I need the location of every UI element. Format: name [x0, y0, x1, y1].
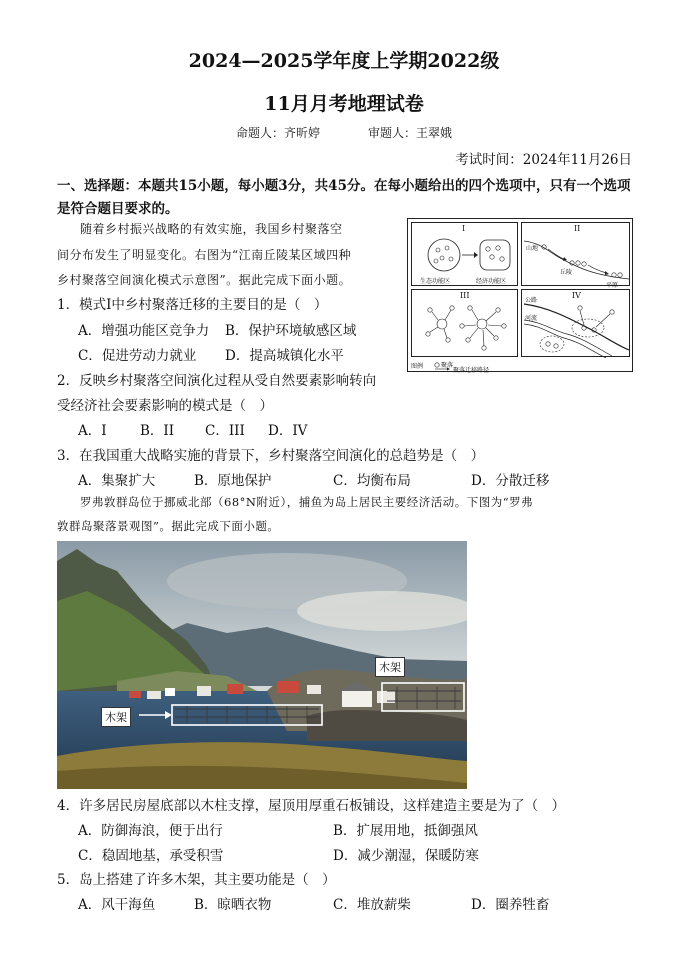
panel-label-4: IV — [572, 291, 581, 300]
q4-option-b: B．扩展用地，抵御强风 — [333, 823, 478, 839]
q5-option-d: D．圈养牲畜 — [471, 897, 550, 913]
panel-2 — [521, 222, 630, 289]
legend-title: 图例 — [411, 363, 424, 370]
panel-4-diagram — [522, 290, 631, 358]
q1-stem: 1．模式Ⅰ中乡村聚落迁移的主要目的是（ ） — [57, 297, 328, 313]
q4-option-a: A．防御海浪，便于出行 — [78, 823, 223, 839]
q1-option-d: D．提高城镇化水平 — [225, 348, 344, 364]
panel-label-2: II — [574, 224, 581, 233]
q4-option-c: C．稳固地基，承受积雪 — [78, 848, 224, 864]
legend-path: 聚落迁移路径 — [453, 367, 490, 374]
panel-3-diagram — [412, 290, 519, 358]
intro1-line2: 间分布发生了明显变化。右图为“江南丘陵某区域四种 — [57, 248, 352, 262]
q1-option-c: C．促进劳动力就业 — [78, 348, 197, 364]
p1-label-econ: 经济功能区 — [476, 278, 507, 285]
exam-time: 考试时间：2024年11月26日 — [455, 152, 632, 168]
legend-settlement: 聚落 — [441, 362, 454, 369]
panel-label-1: I — [462, 224, 466, 233]
q5-option-c: C．堆放薪柴 — [333, 897, 411, 913]
q3-option-d: D．分散迁移 — [471, 473, 550, 489]
reviewer: 审题人：王翠娥 — [368, 126, 453, 140]
q2-stem-line1: 2．反映乡村聚落空间演化过程从受自然要素影响转向 — [57, 373, 377, 389]
intro1-line1: 随着乡村振兴战略的有效实施，我国乡村聚落空 — [80, 222, 343, 236]
q5-option-a: A．风干海鱼 — [78, 897, 156, 913]
settlement-evolution-figure — [407, 218, 633, 372]
panel-1 — [411, 222, 518, 286]
q4-stem: 4．许多居民房屋底部以木柱支撑，屋顶用厚重石板铺设，这样建造主要是为了（ ） — [57, 798, 566, 814]
p2-label-hill: 丘陵 — [560, 269, 573, 276]
q2-option-d: D．IV — [268, 423, 308, 439]
q2-stem-line2: 受经济社会要素影响的模式是（ ） — [57, 398, 273, 414]
p4-label-river: 河流 — [525, 315, 538, 322]
q3-stem: 3．在我国重大战略实施的背景下，乡村聚落空间演化的总趋势是（ ） — [57, 448, 485, 464]
setter: 命题人：齐昕婷 — [235, 126, 320, 140]
authors — [0, 124, 688, 141]
p2-label-plain: 平原 — [606, 282, 619, 289]
q2-option-b: B．II — [140, 423, 175, 439]
q3-option-c: C．均衡布局 — [333, 473, 411, 489]
q3-option-a: A．集聚扩大 — [78, 473, 156, 489]
q2-option-c: C．III — [205, 423, 245, 439]
panel-3 — [411, 289, 518, 357]
intro2-line1: 罗弗敦群岛位于挪威北部（68°N附近），捕鱼为岛上居民主要经济活动。下图为“罗弗 — [80, 495, 534, 509]
panel-4 — [521, 289, 630, 357]
p4-label-road: 公路 — [525, 297, 538, 304]
intro1-line3: 乡村聚落空间演化模式示意图”。据此完成下面小题。 — [57, 273, 352, 287]
panel-label-3: III — [460, 291, 470, 300]
title-line2: 11月月考地理试卷 — [264, 93, 424, 115]
p1-label-eco: 生态功能区 — [420, 278, 451, 285]
photo-illustration — [57, 541, 467, 789]
photo-label-rack-left: 木架 — [101, 707, 131, 727]
photo-label-rack-right: 木架 — [375, 657, 405, 677]
lofoten-settlement-photo — [57, 541, 467, 789]
q5-option-b: B．晾晒衣物 — [194, 897, 272, 913]
q1-option-a: A．增强功能区竞争力 — [78, 323, 210, 339]
q4-option-d: D．减少潮湿，保暖防寒 — [333, 848, 479, 864]
q3-option-b: B．原地保护 — [194, 473, 272, 489]
intro2-line2: 敦群岛聚落景观图”。据此完成下面小题。 — [57, 519, 280, 533]
q2-option-a: A．I — [78, 423, 107, 439]
section-heading: 一、选择题：本题共15小题，每小题3分，共45分。在每小题给出的四个选项中，只有一个选项是符合题目要求的。 — [57, 178, 631, 217]
figure-legend — [411, 360, 630, 374]
panel-2-diagram — [522, 223, 631, 287]
title-line1: 2024—2025学年度上学期2022级 — [188, 50, 500, 72]
q1-option-b: B．保护环境敏感区域 — [225, 323, 357, 339]
q5-stem: 5．岛上搭建了许多木架，其主要功能是（ ） — [57, 872, 336, 888]
p2-label-mountain: 山地 — [526, 245, 539, 252]
